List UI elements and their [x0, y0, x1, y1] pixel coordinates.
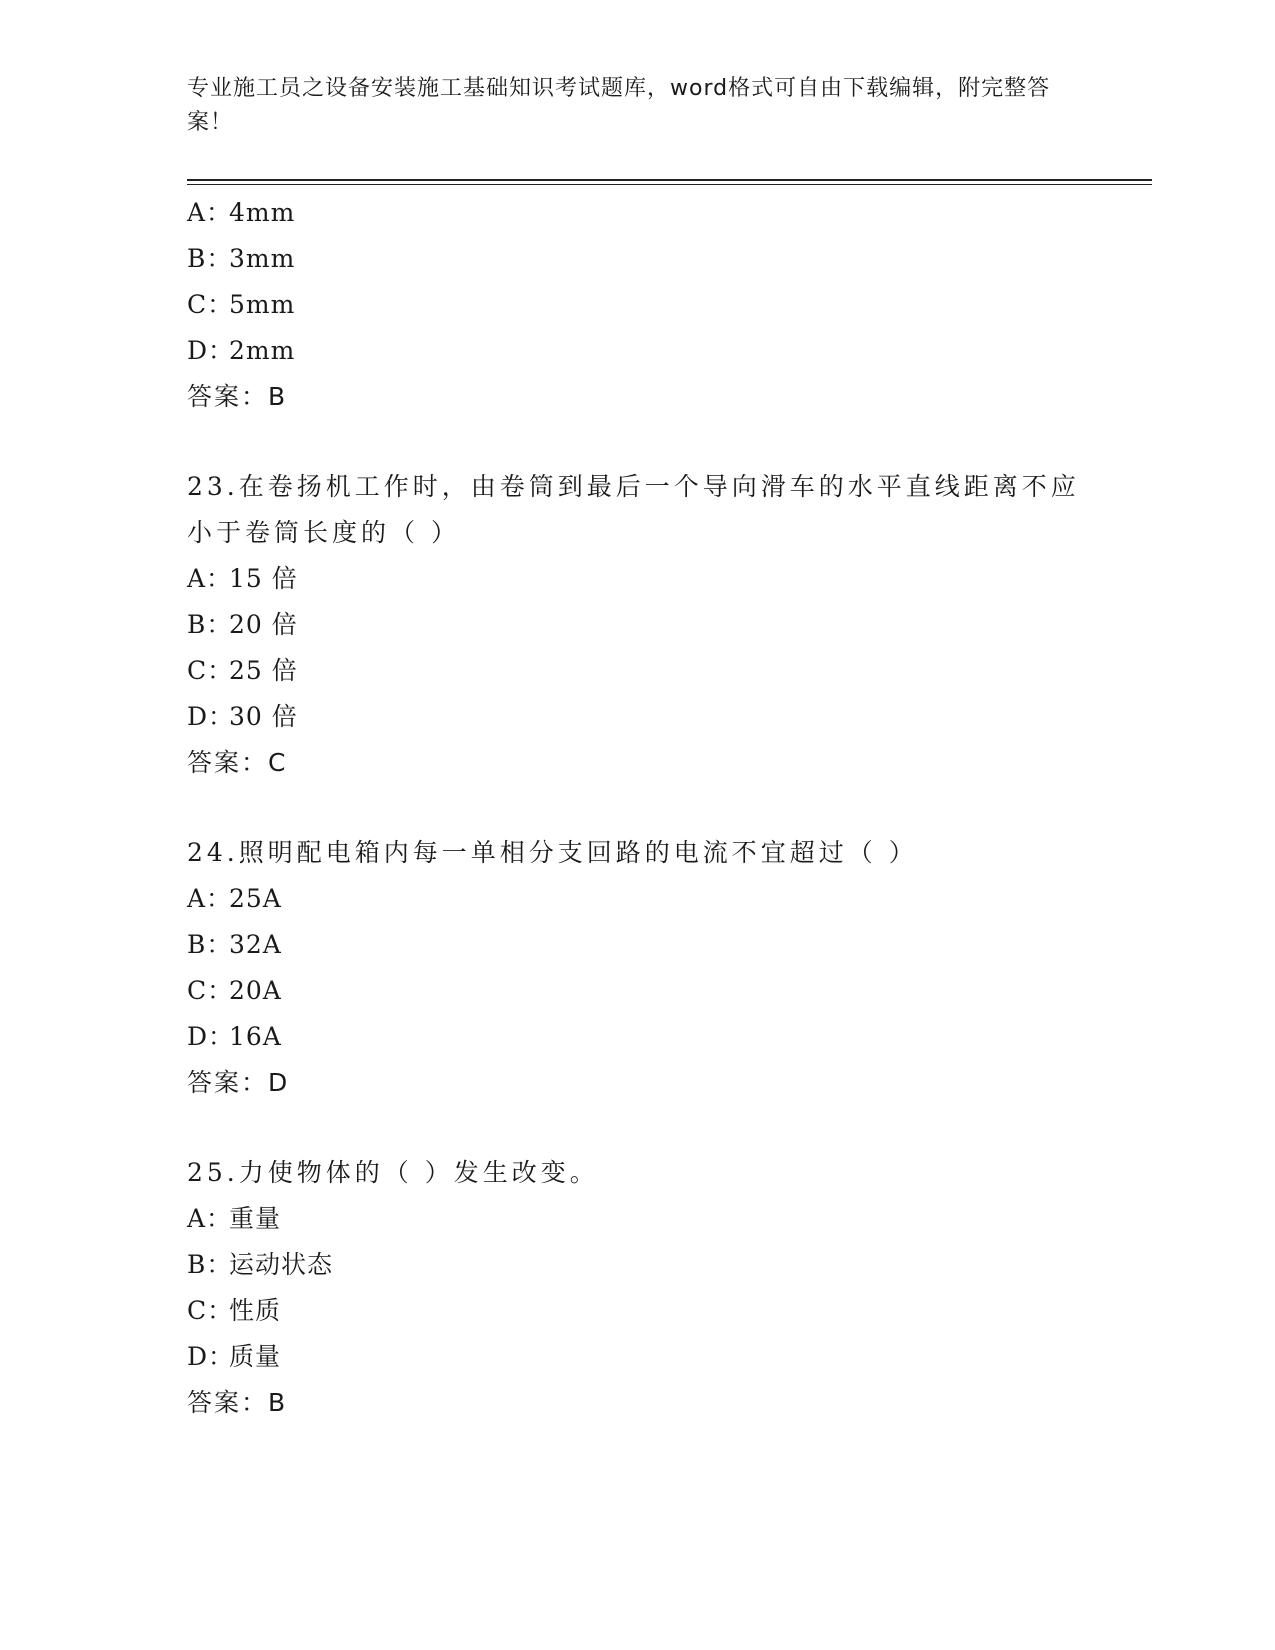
header-divider: [187, 179, 1152, 181]
option-c: C：25 倍: [187, 656, 298, 685]
option-text: 3mm: [229, 244, 296, 273]
question-23: [187, 464, 1087, 786]
option-text: 重量: [229, 1204, 282, 1233]
question-text: 24.照明配电箱内每一单相分支回路的电流不宜超过（ ）: [187, 838, 918, 867]
question-22-partial: [187, 190, 1087, 420]
option-d: D：16A: [187, 1022, 282, 1051]
option-a: A：重量: [187, 1204, 282, 1233]
option-text: 16A: [229, 1022, 282, 1051]
option-a: A：15 倍: [187, 564, 298, 593]
option-text: 5mm: [229, 290, 296, 319]
option-b: B：32A: [187, 930, 282, 959]
option-text: 25 倍: [229, 656, 298, 685]
option-d: D：质量: [187, 1342, 282, 1371]
option-text: 30 倍: [229, 702, 298, 731]
option-text: 质量: [229, 1342, 282, 1371]
question-text: 25.力使物体的（ ）发生改变。: [187, 1158, 599, 1187]
option-text: 32A: [229, 930, 282, 959]
question-text: 23.在卷扬机工作时，由卷筒到最后一个导向滑车的水平直线距离不应小于卷筒长度的（ ）: [187, 472, 1080, 547]
question-25: [187, 1150, 1087, 1426]
header-divider-thin: [187, 184, 1152, 185]
answer-line: 答案：D: [187, 1068, 290, 1097]
option-a: A：25A: [187, 884, 282, 913]
option-c: C：20A: [187, 976, 282, 1005]
option-text: 性质: [229, 1296, 282, 1325]
answer-line: 答案：B: [187, 382, 288, 411]
option-d: D：2mm: [187, 336, 296, 365]
option-text: 15 倍: [229, 564, 298, 593]
option-b: B：20 倍: [187, 610, 298, 639]
option-b: B：运动状态: [187, 1250, 334, 1279]
option-text: 4mm: [229, 198, 296, 227]
question-24: [187, 830, 1087, 1106]
option-d: D：30 倍: [187, 702, 298, 731]
option-a: A：4mm: [187, 198, 296, 227]
answer-line: 答案：C: [187, 748, 288, 777]
answer-line: 答案：B: [187, 1388, 288, 1417]
option-text: 20 倍: [229, 610, 298, 639]
document-header: 专业施工员之设备安装施工基础知识考试题库，word格式可自由下载编辑，附完整答案！: [187, 76, 1051, 135]
option-text: 20A: [229, 976, 282, 1005]
option-c: C：5mm: [187, 290, 296, 319]
option-text: 2mm: [229, 336, 296, 365]
option-text: 25A: [229, 884, 282, 913]
option-b: B：3mm: [187, 244, 296, 273]
question-list: [187, 190, 1087, 1426]
option-text: 运动状态: [229, 1250, 334, 1279]
option-c: C：性质: [187, 1296, 282, 1325]
